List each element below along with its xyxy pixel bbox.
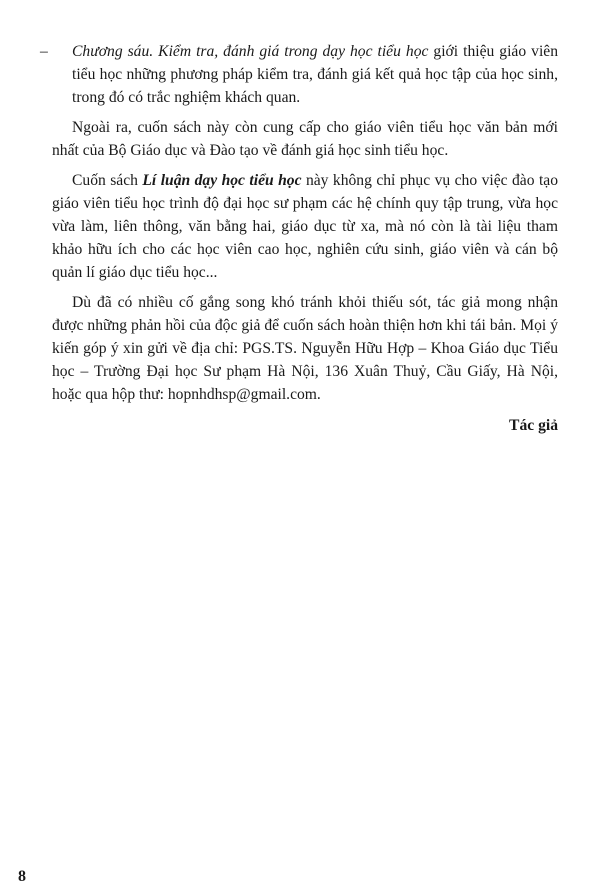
chapter-six-title: Chương sáu. Kiểm tra, đánh giá trong dạy học tiểu học (72, 43, 429, 60)
page-number: 8 (18, 868, 26, 885)
book-lead-text: Cuốn sách (72, 172, 143, 189)
page-body (40, 40, 558, 437)
chapter-six-description: giới thiệu giáo viên tiểu học những phương pháp kiểm tra, đánh giá kết quả học tập của học sinh, trong đó có trắc nghiệm khách quan. (72, 43, 558, 106)
paragraph-besides: Ngoài ra, cuốn sách này còn cung cấp cho giáo viên tiểu học văn bản mới nhất của Bộ Giáo dục và Đào tạo về đánh giá học sinh tiểu học. (52, 119, 558, 159)
list-dash: – (40, 43, 48, 60)
paragraph-feedback: Dù đã có nhiều cố gắng song khó tránh khỏi thiếu sót, tác giả mong nhận được những phản hồi của độc giả để cuốn sách hoàn thiện hơn khi tái bản. Mọi ý kiến góp ý xin gửi về địa chỉ: PGS.TS. Nguyễn Hữu Hợp – Khoa Giáo dục Tiểu học – Trường Đại học Sư phạm Hà Nội, 136 Xuân Thuỷ, Cầu Giấy, Hà Nội, hoặc qua hộp thư: hopnhdhsp@gmail.com. (52, 294, 558, 403)
book-purpose-text: này không chỉ phục vụ cho việc đào tạo giáo viên tiểu học trình độ đại học sư phạm các hệ chính quy tập trung, vừa học vừa làm, liên thông, văn bằng hai, giáo dục từ xa, mà nó còn là tài liệu tham khảo hữu ích cho các học viên cao học, nghiên cứu sinh, giáo viên và cán bộ quản lí giáo dục tiểu học... (52, 172, 558, 281)
book-title: Lí luận dạy học tiểu học (142, 172, 302, 189)
paragraph-book-purpose (52, 169, 558, 284)
chapter-six-item (40, 40, 558, 109)
author-signature: Tác giả (509, 417, 558, 434)
